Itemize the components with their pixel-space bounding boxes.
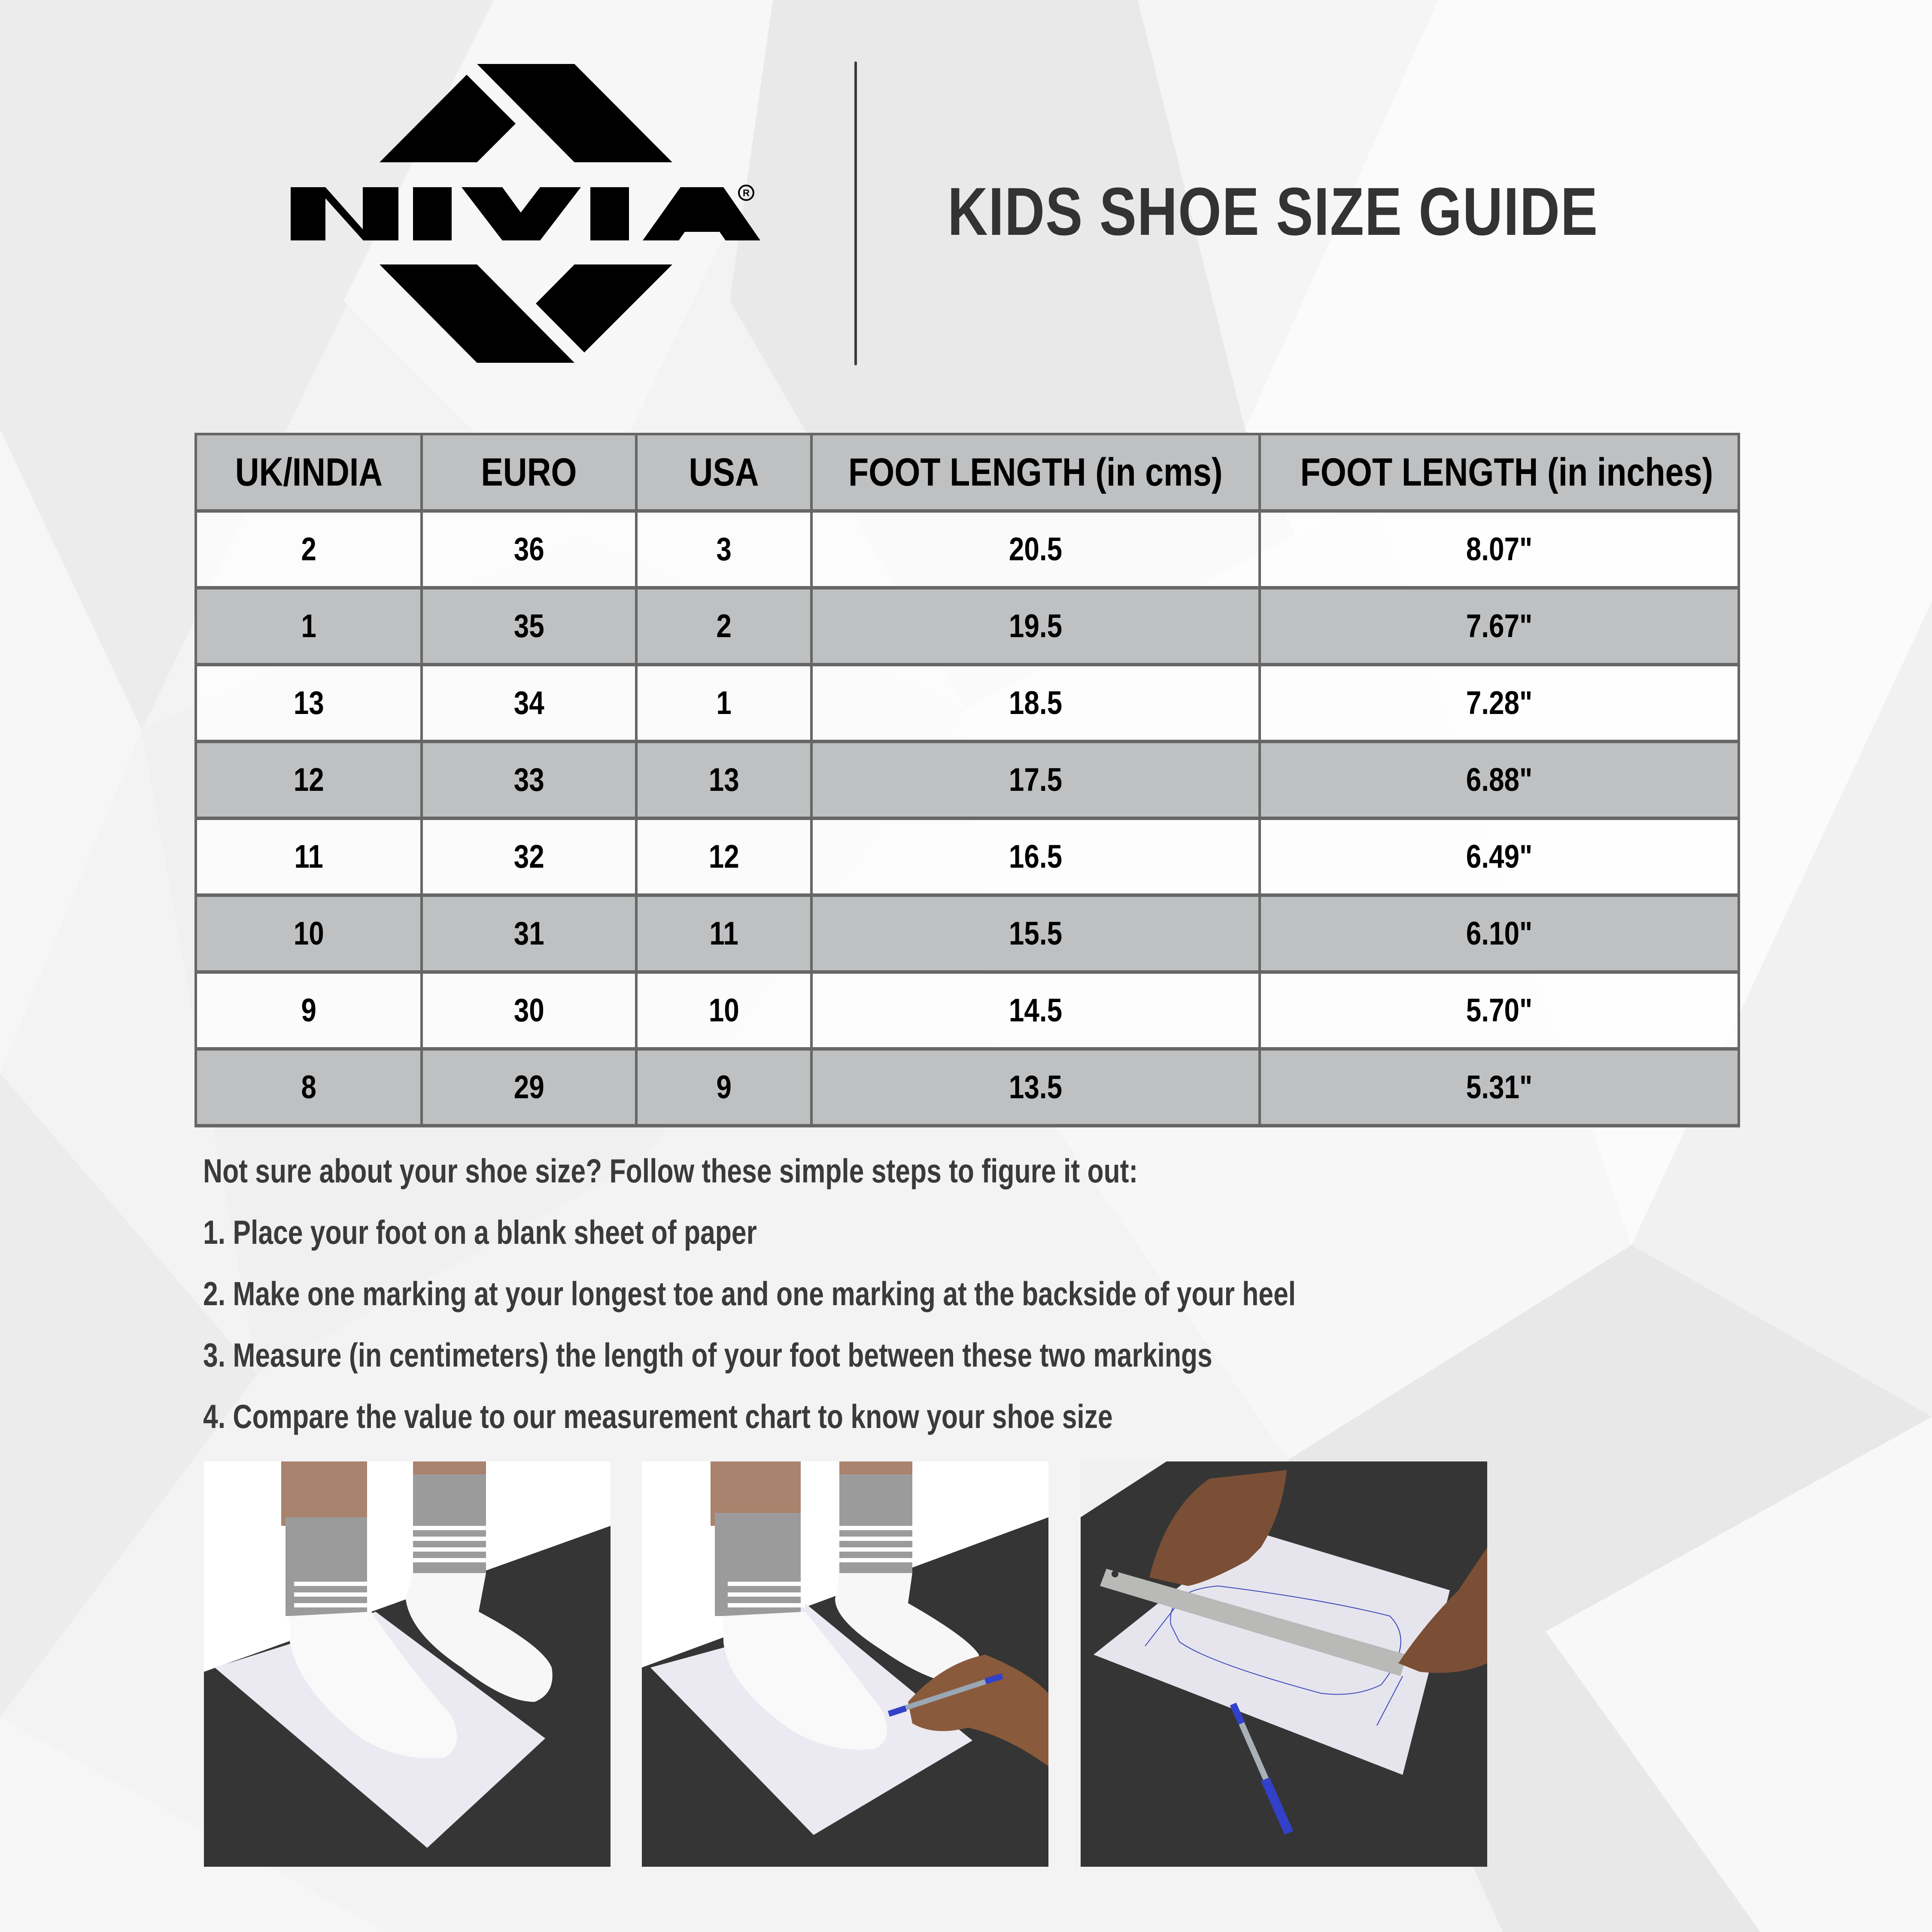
cell-euro: 30	[422, 972, 636, 1049]
logo-bottom-right-shape	[536, 264, 672, 352]
cell-foot-length-cm: 20.5	[811, 511, 1260, 588]
photo-step-2-marking-toe	[642, 1461, 1048, 1867]
column-header-usa: USA	[636, 434, 811, 511]
cell-usa: 10	[636, 972, 811, 1049]
cell-usa: 9	[636, 1049, 811, 1126]
cell-foot-length-inches: 6.49"	[1260, 818, 1739, 895]
cell-foot-length-inches: 6.10"	[1260, 895, 1739, 972]
cell-uk-india: 1	[196, 588, 422, 665]
cell-usa: 2	[636, 588, 811, 665]
cell-foot-length-inches: 7.28"	[1260, 665, 1739, 741]
instruction-step-4: 4. Compare the value to our measurement chart to know your shoe size	[203, 1397, 1113, 1435]
table-row	[196, 895, 1739, 972]
registered-mark-icon	[739, 185, 753, 200]
photo-step-1-foot-on-paper	[204, 1461, 611, 1867]
cell-uk-india: 12	[196, 741, 422, 818]
instruction-step-3: 3. Measure (in centimeters) the length of your foot between these two markings	[203, 1336, 1212, 1374]
table-row	[196, 1049, 1739, 1126]
logo-top-right-shape	[477, 64, 672, 162]
column-header-foot-length-inches: FOOT LENGTH (in inches)	[1260, 434, 1739, 511]
cell-uk-india: 13	[196, 665, 422, 741]
table-row	[196, 741, 1739, 818]
cell-usa: 12	[636, 818, 811, 895]
cell-uk-india: 9	[196, 972, 422, 1049]
cell-foot-length-cm: 16.5	[811, 818, 1260, 895]
table-row	[196, 972, 1739, 1049]
cell-foot-length-cm: 14.5	[811, 972, 1260, 1049]
cell-euro: 31	[422, 895, 636, 972]
logo-bottom-left-shape	[380, 264, 574, 363]
table-row	[196, 588, 1739, 665]
logo-top-left-shape	[380, 75, 516, 162]
instructions-intro: Not sure about your shoe size? Follow these simple steps to figure it out:	[203, 1152, 1138, 1190]
cell-euro: 29	[422, 1049, 636, 1126]
cell-foot-length-cm: 15.5	[811, 895, 1260, 972]
svg-text:R: R	[743, 188, 750, 198]
cell-foot-length-inches: 7.67"	[1260, 588, 1739, 665]
cell-euro: 34	[422, 665, 636, 741]
table-row	[196, 511, 1739, 588]
table-row	[196, 665, 1739, 741]
instruction-step-1: 1. Place your foot on a blank sheet of paper	[203, 1213, 757, 1251]
instruction-step-2: 2. Make one marking at your longest toe and one marking at the backside of your heel	[203, 1275, 1296, 1312]
cell-usa: 13	[636, 741, 811, 818]
cell-foot-length-inches: 5.70"	[1260, 972, 1739, 1049]
cell-usa: 1	[636, 665, 811, 741]
cell-foot-length-inches: 5.31"	[1260, 1049, 1739, 1126]
cell-foot-length-inches: 6.88"	[1260, 741, 1739, 818]
cell-euro: 32	[422, 818, 636, 895]
table-row	[196, 818, 1739, 895]
cell-foot-length-cm: 17.5	[811, 741, 1260, 818]
measurement-instructions	[203, 1146, 1792, 1453]
header-divider	[854, 61, 857, 365]
cell-euro: 35	[422, 588, 636, 665]
cell-foot-length-cm: 18.5	[811, 665, 1260, 741]
cell-uk-india: 8	[196, 1049, 422, 1126]
cell-foot-length-cm: 19.5	[811, 588, 1260, 665]
photo-step-3-measuring-ruler	[1081, 1461, 1487, 1867]
cell-usa: 11	[636, 895, 811, 972]
cell-uk-india: 11	[196, 818, 422, 895]
cell-uk-india: 10	[196, 895, 422, 972]
table-header-row	[196, 434, 1739, 511]
cell-foot-length-cm: 13.5	[811, 1049, 1260, 1126]
page-title: KIDS SHOE SIZE GUIDE	[948, 174, 1598, 249]
cell-foot-length-inches: 8.07"	[1260, 511, 1739, 588]
cell-uk-india: 2	[196, 511, 422, 588]
column-header-uk-india: UK/INDIA	[196, 434, 422, 511]
size-chart-table	[194, 433, 1740, 1127]
cell-euro: 36	[422, 511, 636, 588]
cell-euro: 33	[422, 741, 636, 818]
column-header-foot-length-cm: FOOT LENGTH (in cms)	[811, 434, 1260, 511]
cell-usa: 3	[636, 511, 811, 588]
column-header-euro: EURO	[422, 434, 636, 511]
